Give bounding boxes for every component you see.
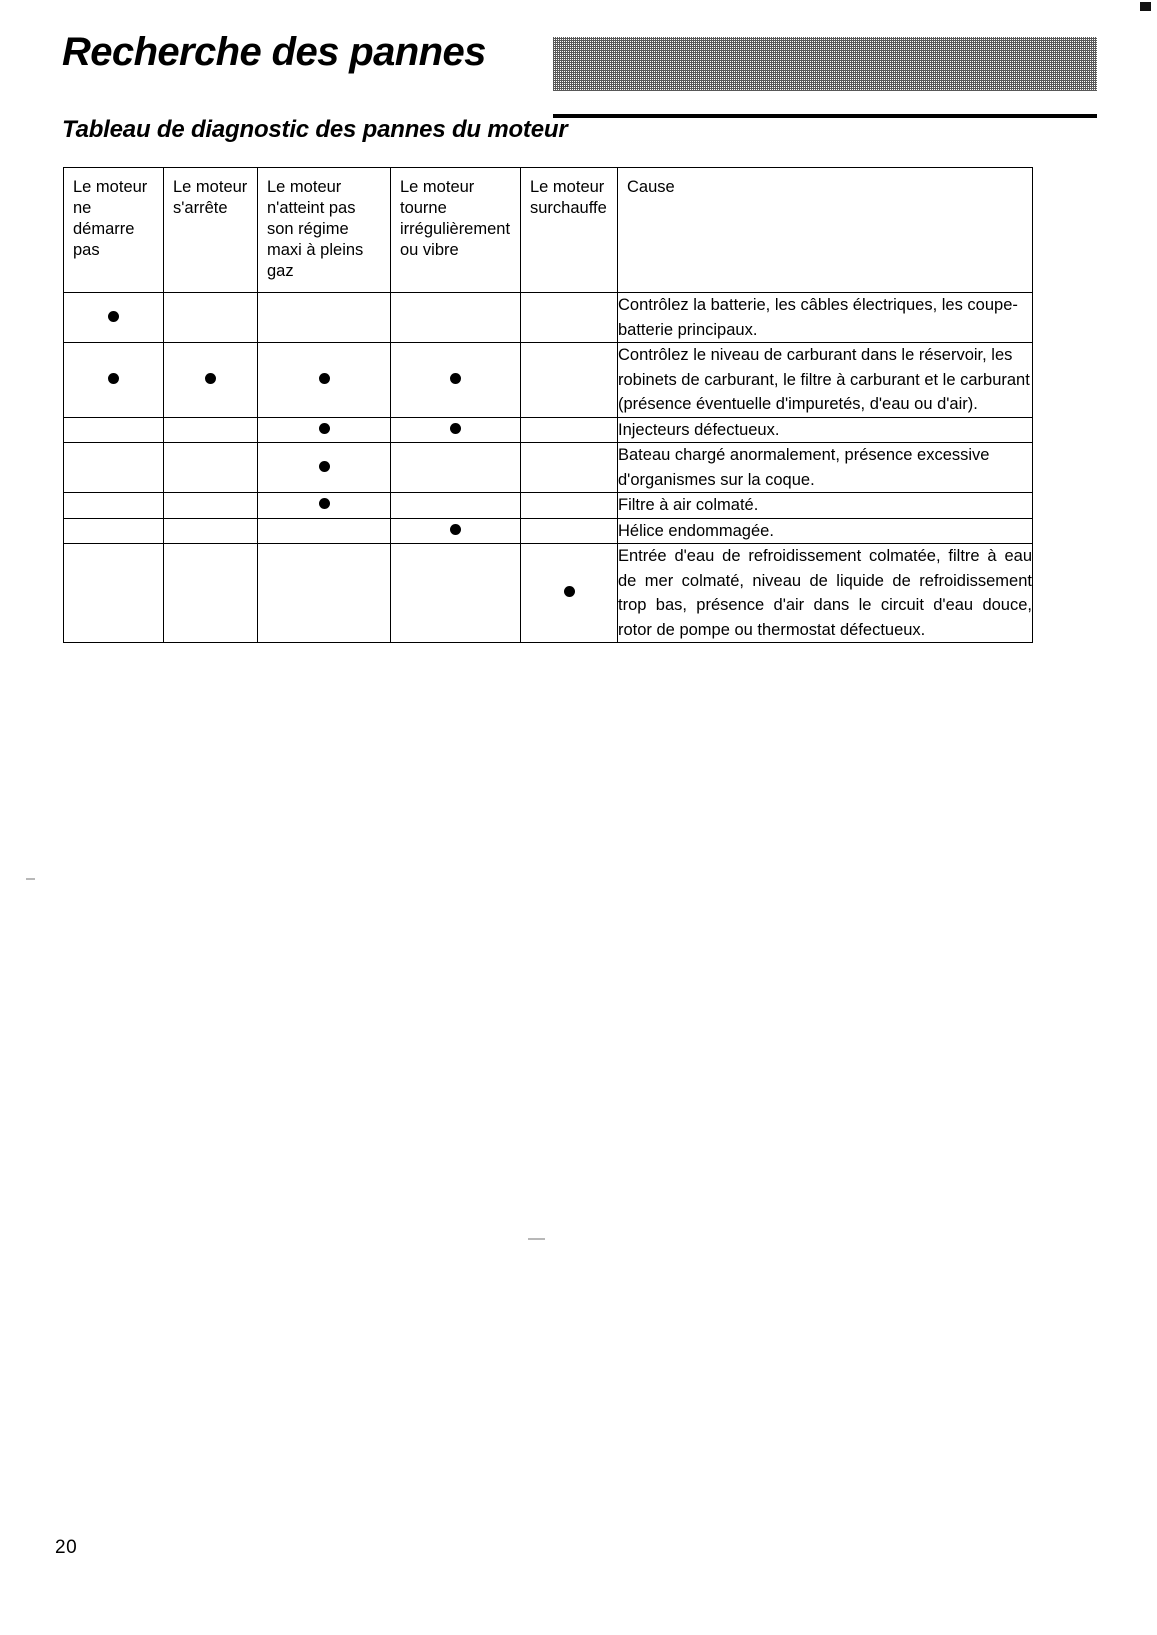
symptom-dot-cell-marked (64, 293, 164, 343)
table-header-row-group (64, 168, 1033, 293)
bullet-dot-icon-absent (205, 423, 216, 434)
bullet-dot-icon-absent (564, 524, 575, 535)
bullet-dot-icon-absent (108, 498, 119, 509)
symptom-dot-cell-empty (391, 544, 521, 643)
symptom-dot-cell-empty (521, 443, 618, 493)
cause-cell: Hélice endommagée. (618, 518, 1033, 544)
table-body (64, 293, 1033, 643)
bullet-dot-icon (205, 373, 216, 384)
column-header-engine-no-max-rpm: Le moteur n'atteint pas son régime maxi à pleins gaz (258, 168, 391, 293)
table-header-row (64, 168, 1033, 293)
symptom-dot-cell-empty (521, 518, 618, 544)
cause-cell: Filtre à air colmaté. (618, 493, 1033, 519)
symptom-dot-cell-marked (258, 417, 391, 443)
symptom-dot-cell-empty (521, 417, 618, 443)
bullet-dot-icon-absent (564, 498, 575, 509)
bullet-dot-icon-absent (564, 461, 575, 472)
bullet-dot-icon-absent (108, 524, 119, 535)
symptom-dot-cell-marked (164, 343, 258, 418)
table-row (64, 293, 1033, 343)
symptom-dot-cell-empty (164, 544, 258, 643)
symptom-dot-cell-marked (391, 518, 521, 544)
symptom-dot-cell-empty (164, 417, 258, 443)
symptom-dot-cell-empty (64, 443, 164, 493)
bullet-dot-icon (319, 373, 330, 384)
symptom-dot-cell-marked (258, 443, 391, 493)
bullet-dot-icon-absent (450, 498, 461, 509)
symptom-dot-cell-empty (258, 518, 391, 544)
bullet-dot-icon (108, 311, 119, 322)
cause-cell: Contrôlez le niveau de carburant dans le réservoir, les robinets de carburant, le filtre à carburant et le carburant (présence éventuelle d'impuretés, d'eau ou d'air). (618, 343, 1033, 418)
symptom-dot-cell-empty (521, 343, 618, 418)
table-row (64, 544, 1033, 643)
symptom-dot-cell-empty (64, 417, 164, 443)
bullet-dot-icon-absent (450, 461, 461, 472)
bullet-dot-icon-absent (205, 498, 216, 509)
symptom-dot-cell-empty (391, 293, 521, 343)
symptom-dot-cell-empty (164, 493, 258, 519)
symptom-dot-cell-empty (391, 443, 521, 493)
column-header-engine-wont-start: Le moteur ne démarre pas (64, 168, 164, 293)
bullet-dot-icon-absent (205, 586, 216, 597)
column-header-engine-overheats: Le moteur surchauffe (521, 168, 618, 293)
scan-speck (26, 878, 35, 880)
symptom-dot-cell-empty (64, 544, 164, 643)
bullet-dot-icon-absent (319, 524, 330, 535)
bullet-dot-icon-absent (450, 311, 461, 322)
bullet-dot-icon-absent (205, 311, 216, 322)
symptom-dot-cell-marked (521, 544, 618, 643)
symptom-dot-cell-marked (258, 493, 391, 519)
section-subtitle: Tableau de diagnostic des pannes du moteur (62, 116, 568, 143)
bullet-dot-icon-absent (108, 423, 119, 434)
bullet-dot-icon (450, 423, 461, 434)
symptom-dot-cell-empty (258, 544, 391, 643)
scan-corner-mark (1140, 2, 1151, 11)
table-row (64, 518, 1033, 544)
page-number: 20 (55, 1537, 78, 1558)
bullet-dot-icon (564, 586, 575, 597)
symptom-dot-cell-marked (391, 417, 521, 443)
masthead-rule (553, 114, 1097, 118)
table-row (64, 343, 1033, 418)
symptom-dot-cell-empty (164, 293, 258, 343)
bullet-dot-icon (319, 423, 330, 434)
symptom-dot-cell-empty (64, 493, 164, 519)
bullet-dot-icon (319, 498, 330, 509)
bullet-dot-icon-absent (205, 461, 216, 472)
bullet-dot-icon-absent (450, 586, 461, 597)
engine-fault-diagnostic-table (63, 167, 1033, 643)
symptom-dot-cell-empty (258, 293, 391, 343)
bullet-dot-icon (108, 373, 119, 384)
table-row (64, 443, 1033, 493)
symptom-dot-cell-empty (391, 493, 521, 519)
bullet-dot-icon (450, 524, 461, 535)
page-title: Recherche des pannes (62, 30, 486, 74)
symptom-dot-cell-empty (521, 293, 618, 343)
scan-speck (528, 1238, 545, 1240)
column-header-engine-stops: Le moteur s'arrête (164, 168, 258, 293)
bullet-dot-icon-absent (108, 461, 119, 472)
symptom-dot-cell-marked (64, 343, 164, 418)
column-header-engine-runs-rough: Le moteur tourne irrégulièrement ou vibre (391, 168, 521, 293)
symptom-dot-cell-empty (164, 518, 258, 544)
masthead-halftone-band (553, 37, 1097, 91)
masthead (62, 26, 1097, 92)
symptom-dot-cell-empty (164, 443, 258, 493)
bullet-dot-icon (319, 461, 330, 472)
symptom-dot-cell-marked (391, 343, 521, 418)
bullet-dot-icon-absent (564, 423, 575, 434)
symptom-dot-cell-marked (258, 343, 391, 418)
cause-cell: Injecteurs défectueux. (618, 417, 1033, 443)
bullet-dot-icon-absent (319, 586, 330, 597)
column-header-cause: Cause (618, 168, 1033, 293)
symptom-dot-cell-empty (521, 493, 618, 519)
cause-cell: Contrôlez la batterie, les câbles électriques, les coupe-batterie principaux. (618, 293, 1033, 343)
bullet-dot-icon-absent (205, 524, 216, 535)
cause-cell: Bateau chargé anormalement, présence excessive d'organismes sur la coque. (618, 443, 1033, 493)
cause-cell: Entrée d'eau de refroidissement colmatée, filtre à eau de mer colmaté, niveau de liquide de refroidissement trop bas, présence d'air dans le circuit d'eau douce, rotor de pompe ou thermostat défectueux. (618, 544, 1033, 643)
bullet-dot-icon-absent (564, 373, 575, 384)
bullet-dot-icon-absent (108, 586, 119, 597)
table-row (64, 417, 1033, 443)
bullet-dot-icon-absent (564, 311, 575, 322)
symptom-dot-cell-empty (64, 518, 164, 544)
bullet-dot-icon (450, 373, 461, 384)
bullet-dot-icon-absent (319, 311, 330, 322)
table-row (64, 493, 1033, 519)
